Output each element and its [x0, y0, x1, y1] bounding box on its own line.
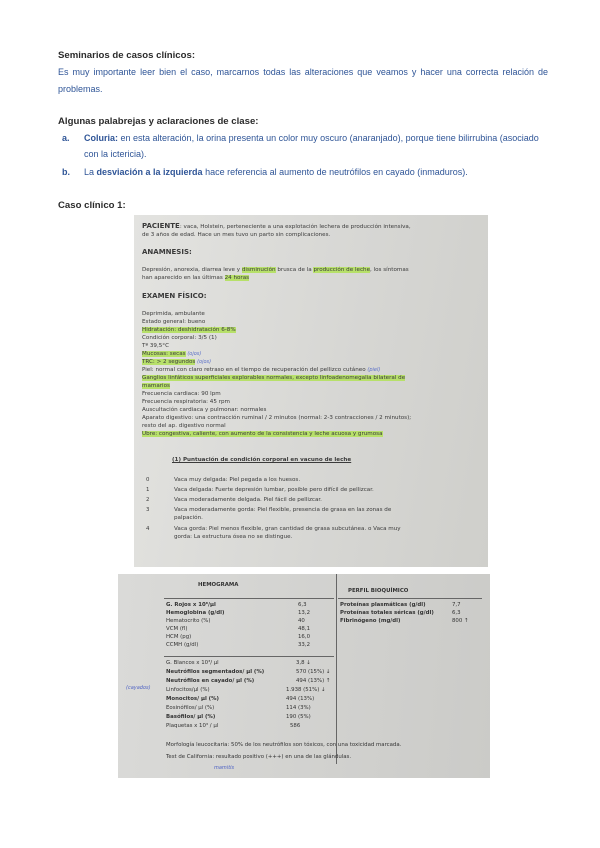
ef-line — [142, 359, 211, 366]
blancos-key: G. Blancos x 10³/ µl — [166, 660, 219, 666]
highlight: Ubre: congestiva, caliente, con aumento de la consistencia y leche acuosa y grumosa — [142, 431, 383, 437]
lab-results-scan — [118, 574, 490, 778]
hemo-key: HCM (pg) — [166, 634, 192, 640]
blancos-key: Neutrófilos en cayado/ µl (%) — [166, 678, 255, 684]
ef-line: Frecuencia cardiaca: 90 lpm — [142, 391, 221, 397]
handwritten-note: (piel) — [367, 367, 381, 373]
blancos-key: Plaquetas x 10³ / µl — [166, 723, 219, 729]
ef-line: Frecuencia respiratoria: 45 rpm — [142, 399, 230, 405]
hemo-key: CCMH (g/dl) — [166, 642, 199, 648]
term-coluria: Coluria: — [84, 133, 119, 143]
ef-line — [142, 375, 405, 382]
morfologia-text: Morfología leucocitaria: 50% de los neutrófilos son tóxicos, con una toxicidad marcada. — [166, 742, 402, 748]
table-rule — [164, 656, 334, 657]
california-text: Test de California: resultado positivo (+++) en una de las glándulas. — [166, 754, 352, 760]
hemo-key: Hemoglobina (g/dl) — [166, 610, 225, 616]
hemo-val: 13,2 — [298, 610, 311, 616]
list-marker: b. — [62, 167, 70, 177]
ef-line: resto del ap. digestivo normal — [142, 423, 226, 429]
paciente-text: : vaca, Holstein, perteneciente a una explotación lechera de producción intensiva, — [179, 224, 411, 230]
blancos-val: 190 (5%) — [286, 714, 311, 720]
highlight: producción de leche — [313, 267, 371, 273]
blancos-val: 3,8 ↓ — [296, 660, 311, 666]
cc-num: 3 — [146, 507, 150, 513]
blancos-val: 114 (3%) — [286, 705, 311, 711]
hemo-val: 33,2 — [298, 642, 311, 648]
anam-text: , los síntomas — [370, 267, 409, 273]
definition-text: hace referencia al aumento de neutrófilos en cayado (inmaduros). — [202, 167, 468, 177]
hemo-key: G. Rojos x 10⁶/µl — [166, 602, 216, 608]
cc-text: gorda: La estructura ósea no se distingue. — [174, 534, 293, 540]
highlight: disminución — [241, 267, 276, 273]
table-divider — [336, 574, 337, 764]
hemo-val: 40 — [298, 618, 305, 624]
definition-text: en esta alteración, la orina presenta un color muy oscuro (anaranjado), porque tiene bilirrubina (asociado con la ictericia). — [84, 133, 539, 159]
ef-line — [142, 367, 380, 374]
blancos-key: Basófilos/ µl (%) — [166, 714, 216, 720]
handwritten-note: (ojos) — [187, 351, 202, 357]
perfil-val: 800 ↑ — [452, 618, 469, 624]
paciente-line-2: de 3 años de edad. Hace un mes tuvo un parto sin complicaciones. — [142, 232, 331, 238]
hemo-key: VCM (fl) — [166, 626, 188, 632]
cc-title: (1) Puntuación de condición corporal en vacuno de leche — [172, 457, 352, 463]
ef-line — [142, 431, 383, 438]
handwritten-note: (ojos) — [197, 359, 212, 365]
table-rule — [164, 598, 334, 599]
section-heading-seminarios: Seminarios de casos clínicos: — [58, 50, 196, 61]
section-heading-caso: Caso clínico 1: — [58, 200, 126, 211]
ef-line: Auscultación cardiaca y pulmonar: normales — [142, 407, 267, 413]
cc-num: 4 — [146, 526, 150, 532]
list-item-desviacion — [58, 164, 548, 182]
blancos-key: Neutrófilos segmentados/ µl (%) — [166, 669, 265, 675]
paciente-line — [142, 223, 411, 231]
blancos-key: Monocitos/ µl (%) — [166, 696, 220, 702]
ef-line — [142, 383, 170, 390]
cc-num: 1 — [146, 487, 150, 493]
ef-text: Piel: normal con claro retraso en el tiempo de recuperación del pellizco cutáneo — [142, 367, 366, 373]
blancos-val: 494 (13%) — [286, 696, 315, 702]
anam-text: Depresión, anorexia, diarrea leve y — [142, 267, 242, 273]
perfil-val: 6,3 — [452, 610, 461, 616]
hemo-key: Hematocrito (%) — [166, 618, 211, 624]
handwritten-note: (cayados) — [126, 685, 151, 691]
cc-num: 0 — [146, 477, 150, 483]
blancos-key: Eosinófilos/ µl (%) — [166, 705, 215, 711]
blancos-key: Linfocitos/µl (%) — [166, 687, 210, 693]
cc-num: 2 — [146, 497, 150, 503]
highlight: Ganglios linfáticos superficiales explorables normales, excepto linfoadenomegalia bilateral de — [142, 375, 406, 381]
highlight: TRC: > 2 segundos — [142, 359, 196, 365]
hemo-val: 16,0 — [298, 634, 311, 640]
perfil-key: Proteínas plasmáticas (g/dl) — [340, 602, 426, 608]
term-desviacion: desviación a la izquierda — [96, 167, 203, 177]
list-item-text — [84, 130, 550, 162]
cc-text: Vaca muy delgada: Piel pegada a los huesos. — [174, 477, 301, 483]
handwritten-note: mamitis — [214, 765, 235, 771]
anamnesis-line-2 — [142, 275, 249, 282]
ef-line — [142, 327, 236, 334]
ef-line: Estado general: bueno — [142, 319, 206, 325]
case-scan-image — [134, 215, 488, 567]
anamnesis-heading: ANAMNESIS: — [142, 248, 192, 256]
cc-text: Vaca gorda: Piel menos flexible, gran cantidad de grasa subcutánea. o Vaca muy — [174, 526, 401, 532]
blancos-val: 494 (13%) ↑ — [296, 678, 331, 684]
blancos-val: 570 (15%) ↓ — [296, 669, 331, 675]
highlight: Mucosas: secas — [142, 351, 186, 357]
hemograma-title: HEMOGRAMA — [198, 582, 239, 588]
table-rule — [338, 598, 482, 599]
ef-line — [142, 351, 201, 358]
examen-heading: EXAMEN FÍSICO: — [142, 292, 207, 300]
highlight: 24 horas — [224, 275, 250, 281]
ef-line: Aparato digestivo: una contracción ruminal / 2 minutos (normal: 2-3 contracciones / 2 minutos); — [142, 415, 412, 421]
cc-text: Vaca moderadamente delgada. Piel fácil de pellizcar. — [174, 497, 322, 503]
hemo-val: 6,3 — [298, 602, 307, 608]
prefix-text: La — [84, 167, 97, 177]
anamnesis-line-1 — [142, 267, 409, 274]
perfil-key: Fibrinógeno (mg/dl) — [340, 618, 401, 624]
cc-text: Vaca moderadamente gorda: Piel flexible, presencia de grasa en las zonas de — [174, 507, 392, 513]
perfil-title: PERFIL BIOQUÍMICO — [348, 588, 409, 594]
cc-text: palpación. — [174, 515, 203, 521]
list-item-coluria — [58, 130, 548, 164]
paciente-label: PACIENTE — [142, 222, 180, 230]
ef-line: Condición corporal: 3/5 (1) — [142, 335, 217, 341]
blancos-val: 1.938 (51%) ↓ — [286, 687, 326, 693]
ef-line: Tª 39,5°C — [142, 343, 169, 349]
section-heading-palabrejas: Algunas palabrejas y aclaraciones de clase: — [58, 116, 259, 127]
perfil-val: 7,7 — [452, 602, 461, 608]
anam-text: han aparecido en las últimas — [142, 275, 225, 281]
highlight: Hidratación: deshidratación 6-8% — [142, 327, 236, 333]
anam-text: brusca de la — [275, 267, 314, 273]
ef-line: Deprimida, ambulante — [142, 311, 205, 317]
list-item-text — [84, 164, 550, 180]
intro-paragraph: Es muy importante leer bien el caso, marcarnos todas las alteraciones que veamos y hacer una correcta relación de problemas. — [58, 67, 548, 94]
list-marker: a. — [62, 133, 70, 143]
cc-text: Vaca delgada: Fuerte depresión lumbar, posible pero difícil de pellizcar. — [174, 487, 374, 493]
hemo-val: 48,1 — [298, 626, 311, 632]
highlight: mamarios — [142, 383, 170, 389]
blancos-val: 586 — [290, 723, 301, 729]
perfil-key: Proteínas totales séricas (g/dl) — [340, 610, 434, 616]
